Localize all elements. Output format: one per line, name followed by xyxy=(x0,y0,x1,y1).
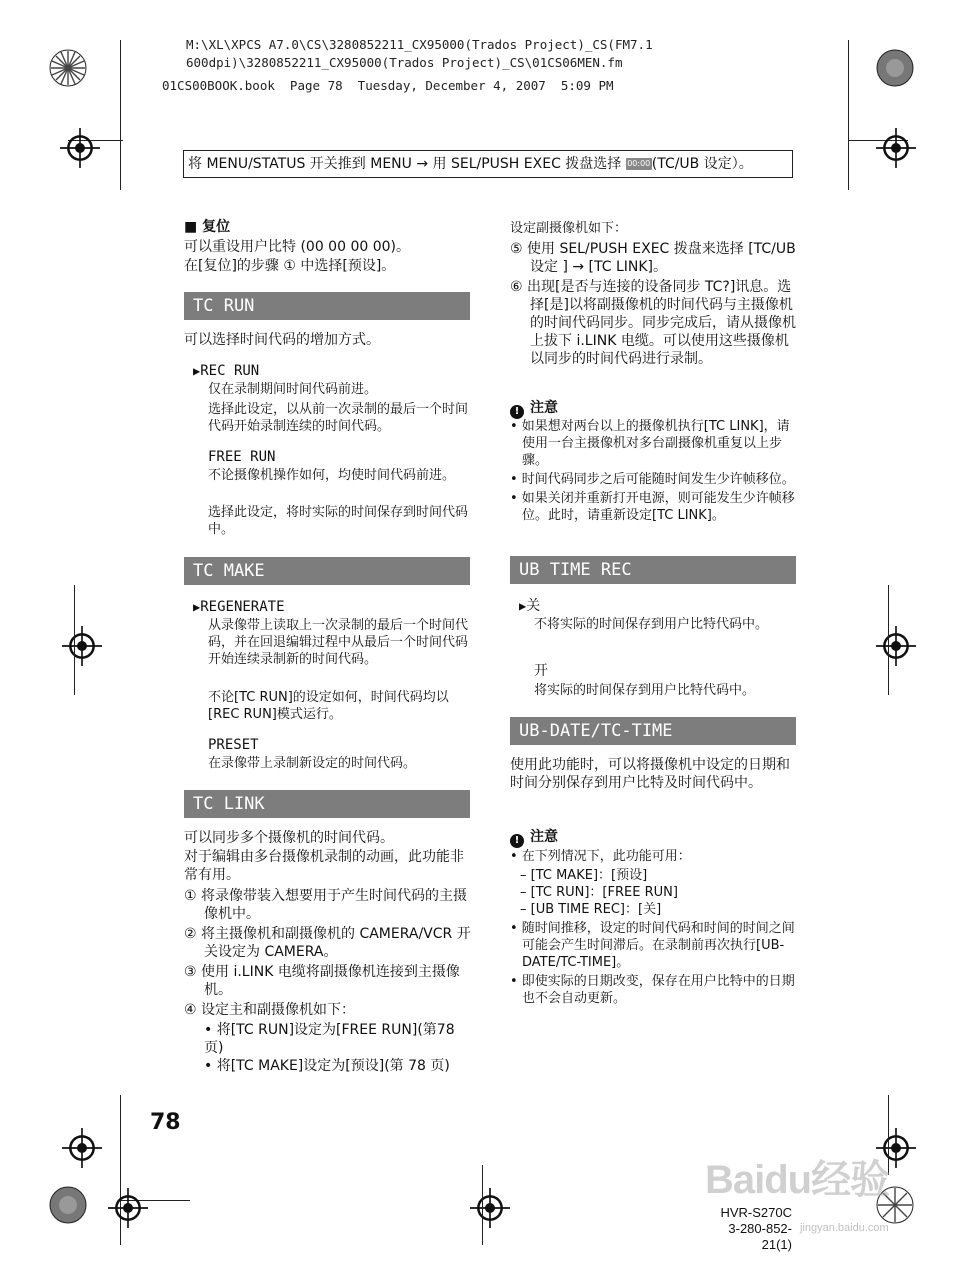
model-line2: 3-280-852-21(1) xyxy=(728,1221,792,1252)
default-marker-icon: ▶ xyxy=(193,364,201,378)
tc-run-intro: 可以选择时间代码的增加方式。 xyxy=(184,332,380,348)
default-marker-icon: ▶ xyxy=(193,600,201,614)
note-dash-item: – [TC RUN]：[FREE RUN] xyxy=(520,885,678,900)
crosshair-mark-icon xyxy=(60,128,84,152)
option-rec-run: ▶REC RUN xyxy=(193,363,260,379)
tc-link-intro2: 对于编辑由多台摄像机录制的动画，此功能非常有用。 xyxy=(184,849,464,883)
tc-link-steps-cont xyxy=(510,240,800,370)
watermark-url: jingyan.baidu.com xyxy=(800,1222,889,1234)
step-5: ⑤ 使用 SEL/PUSH EXEC 拨盘来选择 [TC/UB 设定 ] → [TC LINK]。 xyxy=(510,241,796,275)
reset-line1: 可以重设用户比特 (00 00 00 00)。 xyxy=(184,239,410,255)
registration-mark-icon xyxy=(48,1185,88,1225)
note-item: • 在下列情况下，此功能可用： xyxy=(510,849,691,864)
instruction-text: 用 SEL/PUSH EXEC 拨盘选择 xyxy=(428,156,626,172)
off-desc: 不将实际的时间保存到用户比特代码中。 xyxy=(534,617,769,632)
tc-link-notes xyxy=(510,418,800,526)
crop-line xyxy=(482,1165,483,1245)
sub-camera-intro: 设定副摄像机如下： xyxy=(510,221,628,236)
baidu-watermark-logo: Baidu经验 xyxy=(705,1158,890,1202)
caution-icon: ! xyxy=(510,405,524,419)
crosshair-mark-icon xyxy=(62,1128,86,1152)
option-regenerate: ▶REGENERATE xyxy=(193,599,285,615)
note-heading: ! 注意 xyxy=(510,397,558,419)
print-header-book-info: 01CS00BOOK.book Page 78 Tuesday, December 4, 2007 5:09 PM xyxy=(162,78,614,93)
option-on: 开 xyxy=(534,663,548,679)
tc-link-steps xyxy=(184,887,474,1075)
note-dash-item: – [TC MAKE]：[预设] xyxy=(520,868,648,883)
page-number: 78 xyxy=(150,1110,181,1135)
caution-icon: ! xyxy=(510,834,524,848)
step-6: ⑥ 出现[是否与连接的设备同步 TC?]讯息。选择[是]以将副摄像机的时间代码与主摄像机的时间代码同步。同步完成后，请从摄像机上拔下 i.LINK 电缆。可以使用这些摄像机以同步的时间代码进行录制。 xyxy=(510,279,796,367)
reset-line2: 在[复位]的步骤 ① 中选择[预设]。 xyxy=(184,258,396,274)
regenerate-desc2: 不论[TC RUN]的设定如何，时间代码均以[REC RUN]模式运行。 xyxy=(208,690,449,722)
step-1: ① 将录像带装入想要用于产生时间代码的主摄像机中。 xyxy=(184,888,467,922)
crop-line xyxy=(848,40,849,190)
step-4-sub1: • 将[TC RUN]设定为[FREE RUN](第78页) xyxy=(204,1022,455,1056)
section-title-tc-make: TC MAKE xyxy=(184,557,470,585)
note-item: • 如果想对两台以上的摄像机执行[TC LINK]，请使用一台主摄像机对多台副摄像机重复以上步骤。 xyxy=(510,419,790,468)
ub-date-notes xyxy=(510,848,800,1009)
note-item: • 即使实际的日期改变，保存在用户比特中的日期也不会自动更新。 xyxy=(510,974,795,1006)
reset-heading: ■ 复位 xyxy=(184,219,231,235)
free-run-desc1: 不论摄像机操作如何，均使时间代码前进。 xyxy=(208,468,456,483)
model-number xyxy=(700,1205,792,1253)
step-4: ④ 设定主和副摄像机如下： xyxy=(184,1002,356,1018)
registration-mark-icon xyxy=(875,48,915,88)
step-4-sub2: • 将[TC MAKE]设定为[预设](第 78 页) xyxy=(204,1058,450,1074)
registration-mark-icon xyxy=(48,48,88,88)
note-heading: ! 注意 xyxy=(510,826,558,848)
on-desc: 将实际的时间保存到用户比特代码中。 xyxy=(534,683,756,698)
section-title-ub-time-rec: UB TIME REC xyxy=(510,556,796,584)
preset-desc: 在录像带上录制新设定的时间代码。 xyxy=(208,756,417,771)
crop-line xyxy=(120,40,121,190)
rec-run-desc2: 选择此设定，以从前一次录制的最后一个时间代码开始录制连续的时间代码。 xyxy=(208,402,469,434)
option-free-run: FREE RUN xyxy=(208,449,276,465)
tc-ub-menu-icon: 00:00 xyxy=(627,159,651,168)
crosshair-mark-icon xyxy=(108,1188,132,1212)
arrow-right-icon: → xyxy=(416,156,429,172)
step-3: ③ 使用 i.LINK 电缆将副摄像机连接到主摄像机。 xyxy=(184,964,460,998)
crop-line xyxy=(888,585,889,695)
option-off: ▶关 xyxy=(519,598,541,614)
default-marker-icon: ▶ xyxy=(519,599,527,613)
note-item: • 如果关闭并重新打开电源，则可能发生少许帧移位。此时，请重新设定[TC LINK]。 xyxy=(510,491,795,523)
instruction-text: 将 MENU/STATUS 开关推到 MENU xyxy=(188,156,417,172)
instruction-text: (TC/UB 设定）。 xyxy=(651,156,753,172)
note-dash-item: – [UB TIME REC]：[关] xyxy=(520,902,662,917)
section-title-tc-run: TC RUN xyxy=(184,292,470,320)
rec-run-desc1: 仅在录制期间时间代码前进。 xyxy=(208,382,378,397)
tc-link-intro1: 可以同步多个摄像机的时间代码。 xyxy=(184,830,394,846)
option-preset: PRESET xyxy=(208,737,259,753)
print-header-path: M:\XL\XPCS A7.0\CS\3280852211_CX95000(Trados Project)_CS(FM7.1 600dpi)\3280852211_CX95000(Trados Project)_CS\01CS06MEN.fm xyxy=(186,37,653,70)
instruction-box xyxy=(183,150,793,178)
regenerate-desc1: 从录像带上读取上一次录制的最后一个时间代码，并在回退编辑过程中从最后一个时间代码开始连续录制新的时间代码。 xyxy=(208,618,469,667)
note-item: • 时间代码同步之后可能随时间发生少许帧移位。 xyxy=(510,472,795,487)
note-item: • 随时间推移，设定的时间代码和时间的时间之间可能会产生时间滞后。在录制前再次执行[UB-DATE/TC-TIME]。 xyxy=(510,921,795,970)
crosshair-mark-icon xyxy=(876,128,900,152)
model-line1: HVR-S270C xyxy=(720,1205,792,1220)
step-2: ② 将主摄像机和副摄像机的 CAMERA/VCR 开关设定为 CAMERA。 xyxy=(184,926,471,960)
section-title-ub-date: UB-DATE/TC-TIME xyxy=(510,717,796,745)
free-run-desc2: 选择此设定，将时实际的时间保存到时间代码中。 xyxy=(208,505,469,537)
ub-date-intro: 使用此功能时，可以将摄像机中设定的日期和时间分别保存到用户比特及时间代码中。 xyxy=(510,757,790,791)
crop-line xyxy=(74,585,75,695)
section-title-tc-link: TC LINK xyxy=(184,790,470,818)
